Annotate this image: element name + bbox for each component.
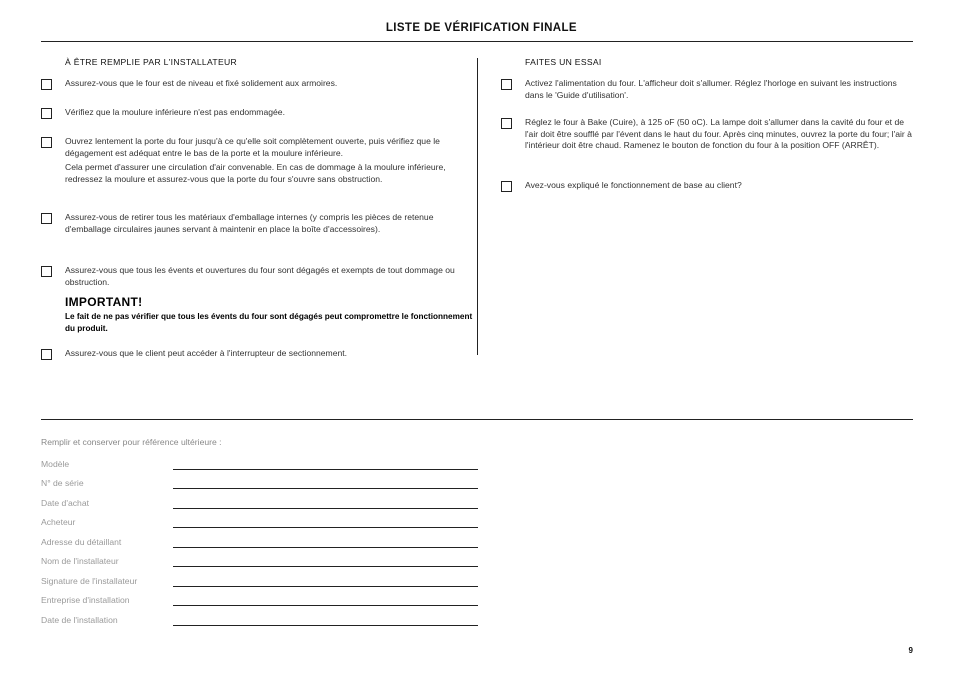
item-text <box>65 78 471 90</box>
fill-in-line[interactable] <box>173 488 478 489</box>
form-field-serie[interactable] <box>41 478 478 492</box>
fill-in-line[interactable] <box>173 547 478 548</box>
installer-checklist <box>41 57 471 362</box>
fill-in-line[interactable] <box>173 469 478 470</box>
column-divider <box>477 58 478 355</box>
field-label: Nom de l'installateur <box>41 556 119 566</box>
test-heading: FAITES UN ESSAI <box>525 57 602 67</box>
item-text <box>65 348 471 360</box>
fill-in-line[interactable] <box>173 527 478 528</box>
field-label: Modèle <box>41 459 70 469</box>
item-text <box>65 212 451 235</box>
item-paragraph: Ouvrez lentement la porte du four jusqu'à ce qu'elle soit complètement ouverte, puis vérifiez que le dégagement est adéquat entre le bas de la porte et la moulure inférieure. <box>65 136 440 158</box>
checkbox[interactable] <box>41 266 52 277</box>
section-divider <box>41 419 913 420</box>
checkbox[interactable] <box>41 137 52 148</box>
page-number: 9 <box>908 646 913 655</box>
item-text <box>65 107 471 119</box>
checkbox[interactable] <box>41 213 52 224</box>
field-label: N° de série <box>41 478 84 488</box>
item-paragraph: Réglez le four à Bake (Cuire), à 125 oF (50 oC). La lampe doit s'allumer dans la cavité du four et de l'air doit être soufflé par l'évent dans le haut du four. Après cinq minutes, ouvrez la porte du four; l'air à l'intérieur doit être chaud. Ramenez le bouton de fonction du four à la position OFF (ARRÊT). <box>525 117 912 150</box>
test-checklist <box>501 57 916 197</box>
important-body: Le fait de ne pas vérifier que tous les évents du four sont dégagés peut compromettre le fonctionnement du produit. <box>65 312 473 333</box>
page-title: LISTE DE VÉRIFICATION FINALE <box>385 22 577 34</box>
checkbox[interactable] <box>41 349 52 360</box>
item-paragraph: Assurez-vous de retirer tous les matériaux d'emballage internes (y compris les pièces de retenue d'emballage circulaires jaunes servant à maintenir en place la boîte d'accessoires). <box>65 212 434 234</box>
item-paragraph: Assurez-vous que le client peut accéder à l'interrupteur de sectionnement. <box>65 348 348 358</box>
item-paragraph: Avez-vous expliqué le fonctionnement de base au client? <box>525 180 742 190</box>
item-paragraph: Cela permet d'assurer une circulation d'air convenable. En cas de dommage à la moulure inférieure, redressez la moulure et assurez-vous que la porte du four s'ouvre sans obstruction. <box>65 162 446 184</box>
checkbox[interactable] <box>41 108 52 119</box>
field-label: Date d'achat <box>41 498 89 508</box>
form-field-nom-installateur[interactable] <box>41 556 478 570</box>
fill-in-line[interactable] <box>173 605 478 606</box>
field-label: Signature de l'installateur <box>41 576 138 586</box>
item-paragraph: Activez l'alimentation du four. L'afficheur doit s'allumer. Réglez l'horloge en suivant les instructions dans le 'Guide d'utilisation'. <box>525 78 897 100</box>
checkbox[interactable] <box>501 181 512 192</box>
item-paragraph: Assurez-vous que le four est de niveau et fixé solidement aux armoires. <box>65 78 338 88</box>
item-text <box>525 78 916 101</box>
important-title: IMPORTANT! <box>65 295 143 309</box>
fill-in-line[interactable] <box>173 566 478 567</box>
form-field-acheteur[interactable] <box>41 517 478 531</box>
item-paragraph: Assurez-vous que tous les évents et ouvertures du four sont dégagés et exempts de tout dommage ou obstruction. <box>65 265 455 287</box>
item-paragraph: Vérifiez que la moulure inférieure n'est pas endommagée. <box>65 107 285 117</box>
item-text <box>65 265 471 288</box>
checkbox[interactable] <box>501 79 512 90</box>
form-field-modele[interactable] <box>41 459 478 473</box>
installer-heading: À ÊTRE REMPLIE PAR L'INSTALLATEUR <box>65 57 237 67</box>
item-text <box>65 136 471 185</box>
field-label: Acheteur <box>41 517 76 527</box>
form-field-date-achat[interactable] <box>41 498 478 512</box>
form-field-signature[interactable] <box>41 576 478 590</box>
field-label: Entreprise d'installation <box>41 595 130 605</box>
item-text <box>525 180 916 192</box>
form-field-adresse[interactable] <box>41 537 478 551</box>
item-text <box>525 117 916 152</box>
top-divider <box>41 41 913 42</box>
fill-in-line[interactable] <box>173 586 478 587</box>
field-label: Adresse du détaillant <box>41 537 122 547</box>
checkbox[interactable] <box>41 79 52 90</box>
form-field-entreprise[interactable] <box>41 595 478 609</box>
checkbox[interactable] <box>501 118 512 129</box>
fill-in-line[interactable] <box>173 625 478 626</box>
form-intro: Remplir et conserver pour référence ultérieure : <box>41 437 222 447</box>
form-field-date-installation[interactable] <box>41 615 478 629</box>
field-label: Date de l'installation <box>41 615 118 625</box>
fill-in-line[interactable] <box>173 508 478 509</box>
